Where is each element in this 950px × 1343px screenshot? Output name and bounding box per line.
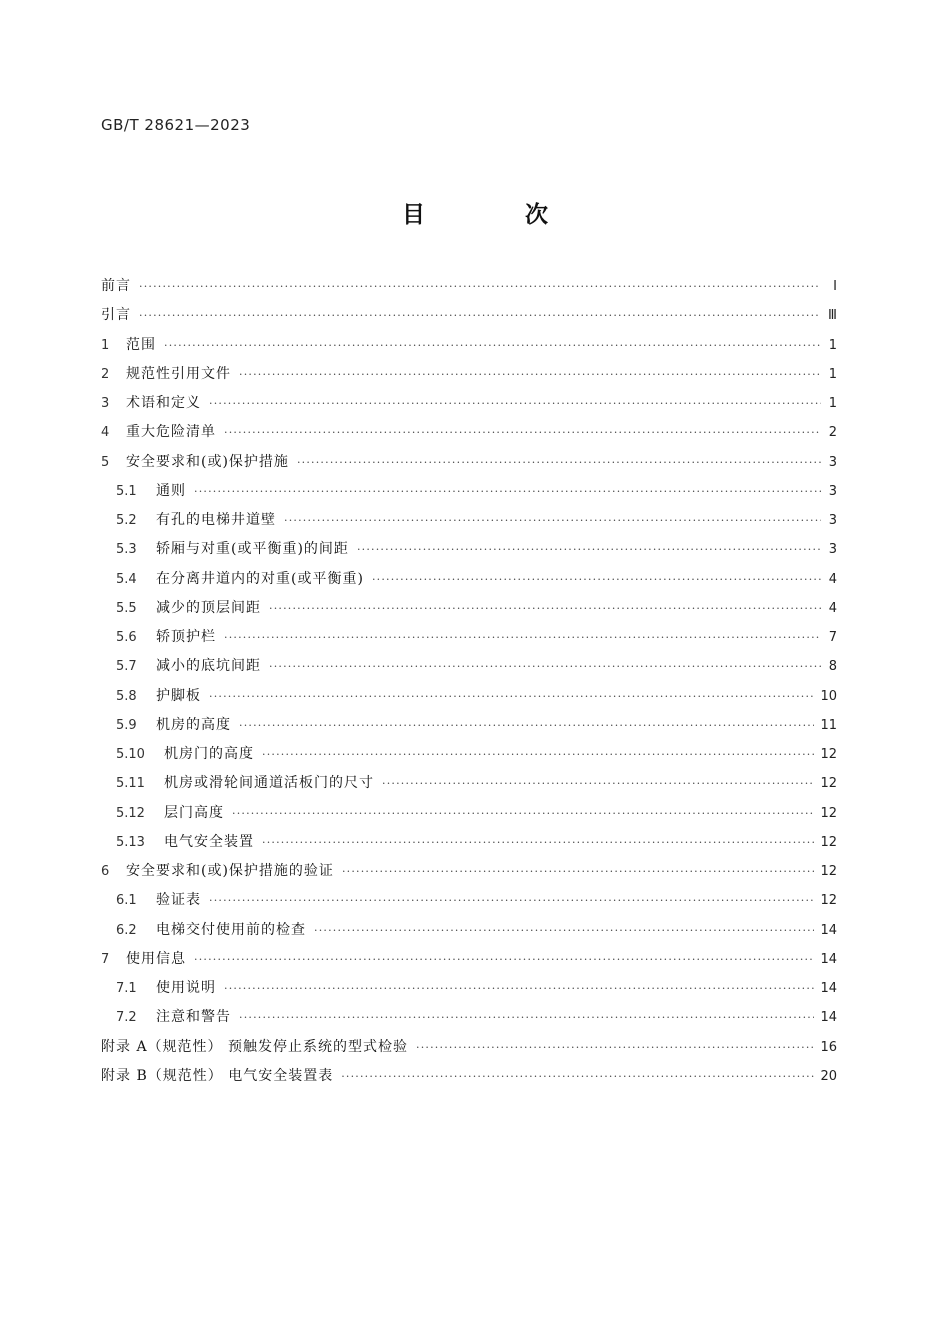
toc-entry[interactable] [101,623,837,652]
toc-leader-dots [382,769,814,798]
toc-entry-page: 4 [828,600,837,616]
toc-entry-label: 注意和警告 [156,1009,231,1026]
toc-entry-number: 5.10 [116,747,145,762]
toc-entry[interactable] [101,857,837,886]
toc-entry[interactable] [101,1033,837,1062]
toc-entry-number: 5.9 [116,717,137,733]
toc-entry-label: 有孔的电梯井道壁 [156,512,276,528]
toc-entry-label: 重大危险清单 [126,424,216,441]
toc-entry-label: 减小的底坑间距 [156,658,261,675]
toc-entry[interactable] [101,389,837,418]
toc-entry-number: 5.6 [116,630,137,645]
toc-entry-number: 6 [101,864,110,879]
toc-leader-dots [284,506,821,535]
toc-entry-page: 1 [828,366,837,382]
toc-entry-number: 5.7 [116,659,137,675]
toc-leader-dots [239,711,814,740]
toc-entry-label: 机房或滑轮间通道活板门的尺寸 [164,775,374,792]
toc-entry-label: 附录 B（规范性） 电气安全装置表 [101,1067,334,1084]
toc-entry[interactable] [101,916,837,945]
toc-leader-dots [139,272,821,301]
toc-leader-dots [194,477,821,506]
toc-entry-label: 安全要求和(或)保护措施的验证 [126,863,334,879]
toc-leader-dots [269,594,821,623]
toc-entry[interactable] [101,1062,837,1091]
toc-entry-page: Ⅲ [828,308,837,324]
toc-entry-label: 安全要求和(或)保护措施 [126,453,289,470]
toc-entry-label: 护脚板 [156,687,201,704]
toc-leader-dots [341,1062,814,1091]
toc-entry[interactable] [101,331,837,360]
toc-entry-label: 验证表 [156,892,201,909]
toc-leader-dots [232,799,814,828]
toc-leader-dots [224,974,814,1003]
toc-entry-number: 7.1 [116,981,137,996]
toc-entry-page: 3 [828,513,837,528]
toc-entry-number: 5.3 [116,542,137,558]
toc-entry-label: 电梯交付使用前的检查 [156,921,306,938]
toc-entry-page: 12 [820,834,837,850]
table-of-contents [101,272,837,1091]
toc-entry[interactable] [101,828,837,857]
toc-entry-number: 7 [101,951,110,967]
toc-entry-page: 12 [820,776,837,792]
toc-entry-page: 12 [820,893,837,909]
toc-entry-page: 14 [820,1010,837,1026]
toc-entry-page: 8 [828,659,837,675]
toc-leader-dots [262,740,814,769]
toc-entry-number: 1 [101,337,110,353]
page-title: 目 次 [401,202,594,228]
toc-entry-page: 1 [828,396,837,411]
toc-entry[interactable] [101,1003,837,1032]
toc-entry-number: 7.2 [116,1010,137,1026]
toc-entry[interactable] [101,418,837,447]
toc-entry-number: 2 [101,366,110,382]
toc-entry-number: 5.1 [116,483,137,499]
document-code: GB/T 28621—2023 [101,116,251,134]
toc-leader-dots [314,916,814,945]
toc-entry[interactable] [101,360,837,389]
toc-entry-label: 层门高度 [164,804,224,821]
toc-entry[interactable] [101,682,837,711]
toc-entry-page: 14 [820,981,837,996]
toc-entry[interactable] [101,886,837,915]
toc-entry-number: 5.13 [116,834,145,850]
toc-leader-dots [209,886,814,915]
toc-entry-number: 5.5 [116,600,137,616]
toc-entry[interactable] [101,769,837,798]
toc-entry-number: 5 [101,454,110,470]
toc-entry[interactable] [101,565,837,594]
toc-entry-page: 11 [820,717,837,733]
toc-leader-dots [342,857,815,886]
toc-entry[interactable] [101,711,837,740]
toc-entry-label: 轿顶护栏 [156,629,216,645]
toc-entry-page: 4 [828,571,837,587]
toc-entry-number: 4 [101,425,110,441]
toc-leader-dots [139,301,821,330]
toc-entry-number: 5.4 [116,571,137,587]
toc-entry-number: 5.12 [116,805,145,821]
toc-leader-dots [209,682,814,711]
toc-entry-page: 14 [820,951,837,967]
toc-entry-label: 减少的顶层间距 [156,599,261,616]
toc-entry[interactable] [101,448,837,477]
toc-entry[interactable] [101,506,837,535]
toc-entry-label: 使用说明 [156,980,216,996]
toc-leader-dots [239,1003,814,1032]
toc-entry[interactable] [101,945,837,974]
toc-entry-page: 12 [820,747,837,762]
toc-leader-dots [239,360,821,389]
toc-entry[interactable] [101,652,837,681]
toc-entry-number: 5.11 [116,776,145,792]
toc-entry-number: 5.8 [116,688,137,704]
toc-entry[interactable] [101,974,837,1003]
toc-entry-label: 使用信息 [126,950,186,967]
toc-entry-page: 16 [820,1039,837,1055]
toc-entry[interactable] [101,272,837,301]
toc-entry-number: 5.2 [116,513,137,528]
toc-entry-label: 术语和定义 [126,395,201,411]
toc-entry-page: 2 [828,425,837,441]
toc-entry[interactable] [101,740,837,769]
toc-leader-dots [372,565,821,594]
toc-entry-label: 规范性引用文件 [126,365,231,382]
toc-entry-label: 范围 [126,336,156,353]
toc-entry-page: 10 [820,688,837,704]
toc-entry-page: 12 [820,864,837,879]
toc-entry-number: 6.1 [116,893,137,909]
toc-entry-number: 3 [101,396,110,411]
toc-leader-dots [269,652,821,681]
toc-entry-page: Ⅰ [833,279,837,294]
toc-entry-label: 前言 [101,278,131,294]
toc-leader-dots [297,448,821,477]
toc-entry-page: 3 [828,454,837,470]
toc-entry[interactable] [101,477,837,506]
toc-leader-dots [416,1033,814,1062]
toc-entry-label: 通则 [156,482,186,499]
toc-leader-dots [209,389,821,418]
toc-entry-label: 附录 A（规范性） 预触发停止系统的型式检验 [101,1038,409,1055]
toc-leader-dots [194,945,814,974]
toc-entry-page: 3 [828,483,837,499]
toc-entry-page: 20 [820,1068,837,1084]
toc-entry-label: 在分离井道内的对重(或平衡重) [156,570,364,587]
toc-entry-label: 机房的高度 [156,716,231,733]
toc-entry-label: 机房门的高度 [164,746,254,762]
toc-entry-page: 3 [828,542,837,558]
toc-entry-page: 14 [820,922,837,938]
toc-leader-dots [164,331,821,360]
toc-entry-number: 6.2 [116,922,137,938]
toc-entry-page: 1 [828,337,837,353]
toc-leader-dots [224,418,821,447]
toc-entry-page: 12 [820,805,837,821]
toc-entry-label: 电气安全装置 [164,833,254,850]
toc-entry[interactable] [101,535,837,564]
toc-entry-label: 引言 [101,307,131,324]
toc-entry[interactable] [101,594,837,623]
toc-leader-dots [357,535,821,564]
toc-entry-page: 7 [828,630,837,645]
toc-entry[interactable] [101,301,837,330]
toc-leader-dots [224,623,821,652]
toc-entry[interactable] [101,799,837,828]
toc-leader-dots [262,828,814,857]
toc-entry-label: 轿厢与对重(或平衡重)的间距 [156,541,349,558]
